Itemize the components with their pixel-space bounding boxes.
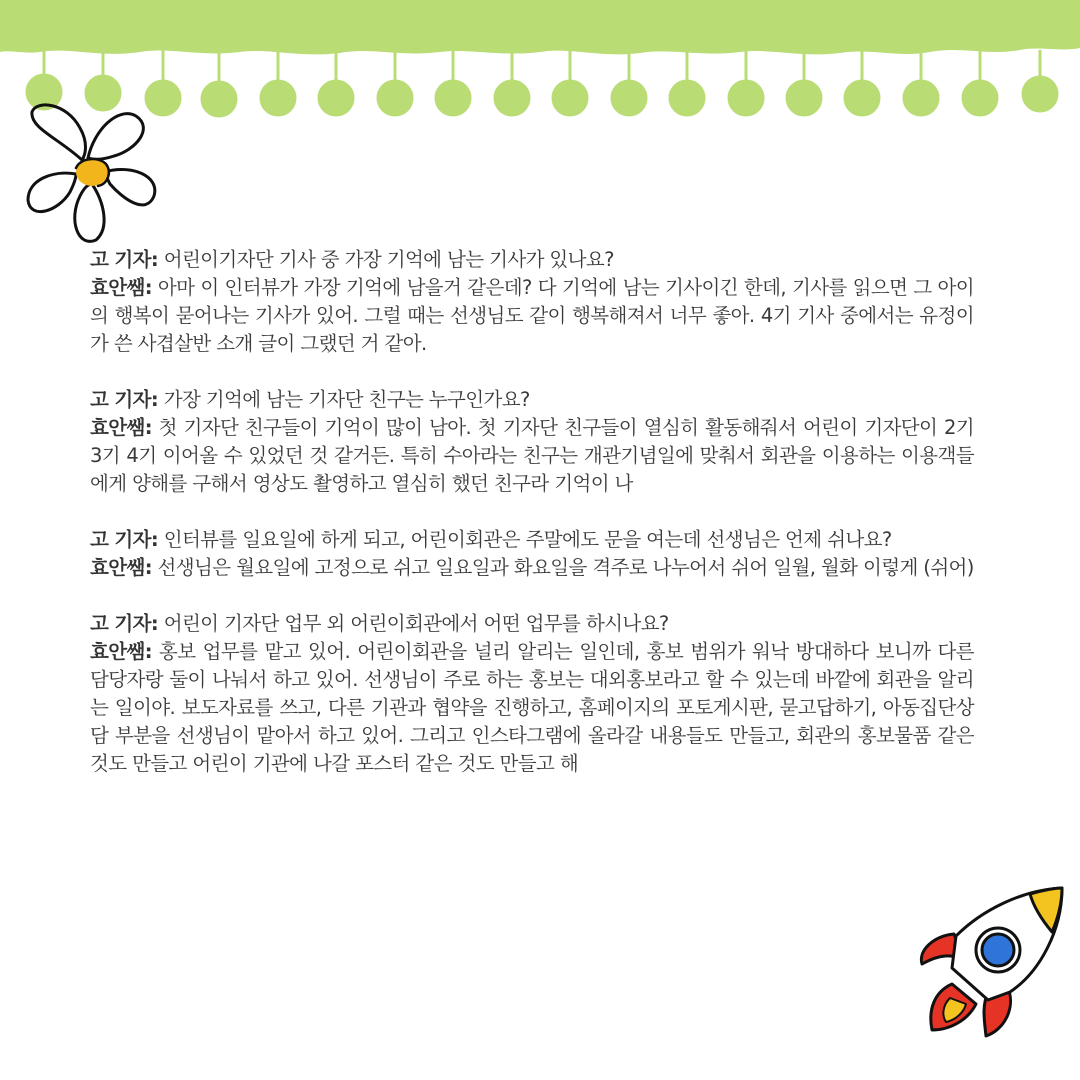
question-text: 어린이기자단 기사 중 가장 기억에 남는 기사가 있나요? — [158, 248, 614, 271]
teacher-name: 효안쌤: — [90, 276, 152, 299]
question-line — [90, 386, 974, 414]
reporter-name: 고 기자: — [90, 612, 159, 635]
question-line — [90, 610, 974, 638]
reporter-name: 고 기자: — [90, 248, 159, 271]
question-text: 인터뷰를 일요일에 하게 되고, 어린이회관은 주말에도 문을 여는데 선생님은 언제 쉬나요? — [158, 528, 892, 551]
teacher-name: 효안쌤: — [90, 556, 152, 579]
question-line — [90, 526, 974, 554]
teacher-name: 효안쌤: — [90, 416, 152, 439]
qa-block-4 — [90, 610, 974, 778]
answer-text: 홍보 업무를 맡고 있어. 어린이회관을 널리 알리는 일인데, 홍보 범위가 워낙 방대하다 보니까 다른 담당자랑 둘이 나눠서 하고 있어. 선생님이 주로 하는 홍보는 대외홍보라고 할 수 있는데 바깥에 회관을 알리는 일이야. 보도자료를 쓰고, 다른 기관과 협약을 진행하고, 홈페이지의 포토게시판, 묻고답하기, 아동집단상담 부분을 선생님이 맡아서 하고 있어. 그리고 인스타그램에 올라갈 내용들도 만들고, 회관의 홍보물품 같은 것도 만들고 어린이 기관에 나갈 포스터 같은 것도 만들고 해 — [90, 640, 974, 775]
answer-text: 첫 기자단 친구들이 기억이 많이 남아. 첫 기자단 친구들이 열심히 활동해줘서 어린이 기자단이 2기 3기 4기 이어올 수 있었던 것 같거든. 특히 수아라는 친구는 개관기념일에 맞춰서 회관을 이용하는 이용객들에게 양해를 구해서 영상도 촬영하고 열심히 했던 친구라 기억이 나 — [90, 416, 974, 495]
answer-text: 선생님은 월요일에 고정으로 쉬고 일요일과 화요일을 격주로 나누어서 쉬어 일월, 월화 이렇게 (쉬어) — [151, 556, 974, 579]
qa-block-1 — [90, 246, 974, 358]
teacher-name: 효안쌤: — [90, 640, 152, 663]
reporter-name: 고 기자: — [90, 388, 159, 411]
answer-paragraph — [90, 274, 974, 358]
answer-paragraph — [90, 414, 974, 498]
answer-paragraph — [90, 554, 974, 582]
question-text: 가장 기억에 남는 기자단 친구는 누구인가요? — [158, 388, 530, 411]
qa-block-2 — [90, 386, 974, 498]
reporter-name: 고 기자: — [90, 528, 159, 551]
question-line — [90, 246, 974, 274]
answer-paragraph — [90, 638, 974, 778]
question-text: 어린이 기자단 업무 외 어린이회관에서 어떤 업무를 하시나요? — [158, 612, 669, 635]
rocket-icon — [912, 880, 1080, 1060]
answer-text: 아마 이 인터뷰가 가장 기억에 남을거 같은데? 다 기억에 남는 기사이긴 한데, 기사를 읽으면 그 아이의 행복이 묻어나는 기사가 있어. 그럴 때는 선생님도 같이 행복해져서 너무 좋아. 4기 기사 중에서는 유정이가 쓴 사겹살반 소개 글이 그랬던 거 같아. — [90, 276, 974, 355]
qa-block-3 — [90, 526, 974, 582]
flower-icon — [18, 98, 168, 248]
interview-content — [90, 246, 974, 806]
